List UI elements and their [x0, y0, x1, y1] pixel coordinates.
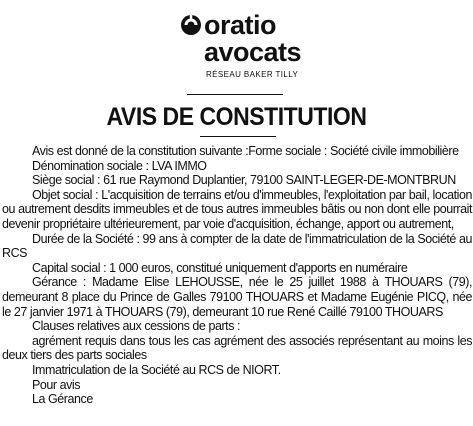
firm-logo	[180, 8, 320, 83]
paragraph-objet: Objet social : L'acquisition de terrains et/ou d'immeubles, l'exploitation par bail, location ou autrement desdits immeubles et de tous autres immeubles bâtis ou non dont elle pourrait devenir propriétaire ultérieurement, par voie d'acquisition, échange, apport ou autrement,	[2, 187, 472, 231]
logo-word-avocats: avocats	[204, 37, 302, 67]
paragraph-clauses: Clauses relatives aux cessions de parts :	[32, 319, 241, 334]
title-rule-top	[187, 94, 283, 95]
paragraph-immatriculation: Immatriculation de la Société au RCS de NIORT.	[32, 362, 281, 377]
paragraph-gerance: Gérance : Madame Elise LEHOUSSE, née le 25 juillet 1988 à THOUARS (79), demeurant 8 place du Prince de Galles 79100 THOUARS et Madame Eugénie PICQ, née le 27 janvier 1971 à THOUARS (79), demeurant 10 rue René Caillé 79100 THOUARS	[2, 275, 472, 319]
paragraph-agrement: agrément requis dans tous les cas agrément des associés représentant au moins les deux tiers des parts sociales	[2, 333, 472, 363]
paragraph-capital: Capital social : 1 000 euros, constitué uniquement d'apports en numéraire	[32, 260, 408, 275]
paragraph-denomination: Dénomination sociale : LVA IMMO	[32, 158, 207, 173]
paragraph-duree: Durée de la Société : 99 ans à compter de la date de l'immatriculation de la Société au RCS	[2, 231, 472, 261]
notice-title: AVIS DE CONSTITUTION	[106, 103, 367, 131]
paragraph-pour-avis: Pour avis	[32, 377, 81, 392]
paragraph-intro: Avis est donné de la constitution suivante :Forme sociale : Société civile immobilière	[32, 144, 459, 158]
notice-body	[2, 144, 472, 407]
title-rule-bottom	[200, 136, 276, 137]
logo-tagline: RÉSEAU BAKER TILLY	[206, 70, 299, 79]
paragraph-siege: Siège social : 61 rue Raymond Duplantier, 79100 SAINT-LEGER-DE-MONTBRUN	[32, 173, 456, 188]
paragraph-signature: La Gérance	[32, 392, 93, 407]
logo-word-oratio: oratio	[204, 10, 277, 40]
oratio-logo-icon	[180, 12, 202, 36]
